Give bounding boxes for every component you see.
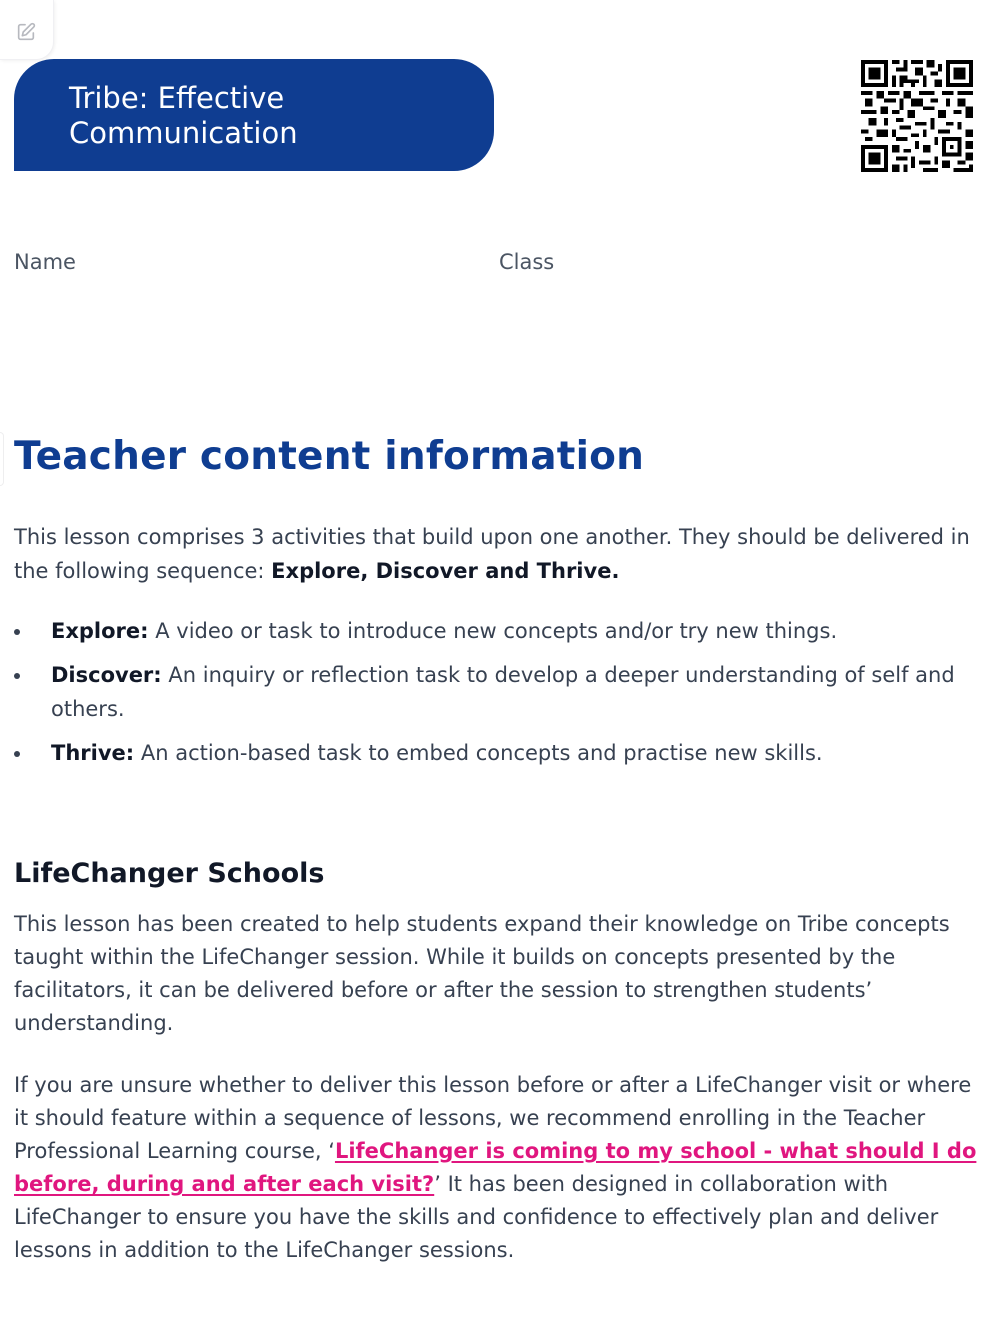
paragraph-text-before: If you are unsure whether to deliver this lesson before or after a LifeChanger visit or where it should feature within a sequence of lessons, we recommend enrolling in the Teacher Professional Learning course, ‘ [14, 1073, 972, 1163]
list-item-explore [14, 614, 979, 648]
qr-code-icon [860, 60, 974, 172]
activity-term: Thrive: [51, 741, 135, 765]
lesson-title: Tribe: Effective Communication [69, 81, 298, 150]
activity-description: An inquiry or reflection task to develop a deeper understanding of self and others. [51, 663, 955, 721]
intro-sequence: Explore, Discover and Thrive. [271, 559, 620, 583]
class-field-label: Class [499, 250, 555, 274]
list-item-thrive [14, 736, 979, 770]
intro-text: This lesson comprises 3 activities that build upon one another. They should be delivered in the following sequence: [14, 525, 970, 583]
activity-term: Explore: [51, 619, 149, 643]
bullet-icon [14, 673, 20, 679]
intro-paragraph [14, 520, 974, 588]
side-panel-edge [0, 432, 4, 486]
lifechanger-paragraph-1: This lesson has been created to help students expand their knowledge on Tribe concepts taught within the LifeChanger session. While it builds on concepts presented by the facilitators, it can be delivered before or after the session to strengthen students’ understanding. [14, 912, 950, 1035]
bullet-icon [14, 751, 20, 757]
edit-tab[interactable] [0, 0, 54, 60]
course-link[interactable]: LifeChanger is coming to my school - what should I do before, during and after each visit? [14, 1139, 977, 1196]
lifechanger-heading: LifeChanger Schools [14, 858, 325, 889]
pencil-square-icon[interactable] [15, 21, 37, 43]
teacher-info-heading: Teacher content information [14, 434, 645, 479]
activity-description: A video or task to introduce new concepts and/or try new things. [148, 619, 838, 643]
name-field-label: Name [14, 250, 76, 274]
lesson-banner [14, 59, 494, 171]
paragraph-text-after: ’ It has been designed in collaboration with LifeChanger to ensure you have the skills and confidence to effectively plan and deliver lessons in addition to the LifeChanger sessions. [14, 1172, 939, 1262]
activities-list [14, 614, 979, 780]
activity-description: An action-based task to embed concepts and practise new skills. [134, 741, 823, 765]
bullet-icon [14, 629, 20, 635]
activity-term: Discover: [51, 663, 162, 687]
lifechanger-paragraph-2 [14, 1069, 979, 1267]
list-item-discover [14, 658, 979, 726]
